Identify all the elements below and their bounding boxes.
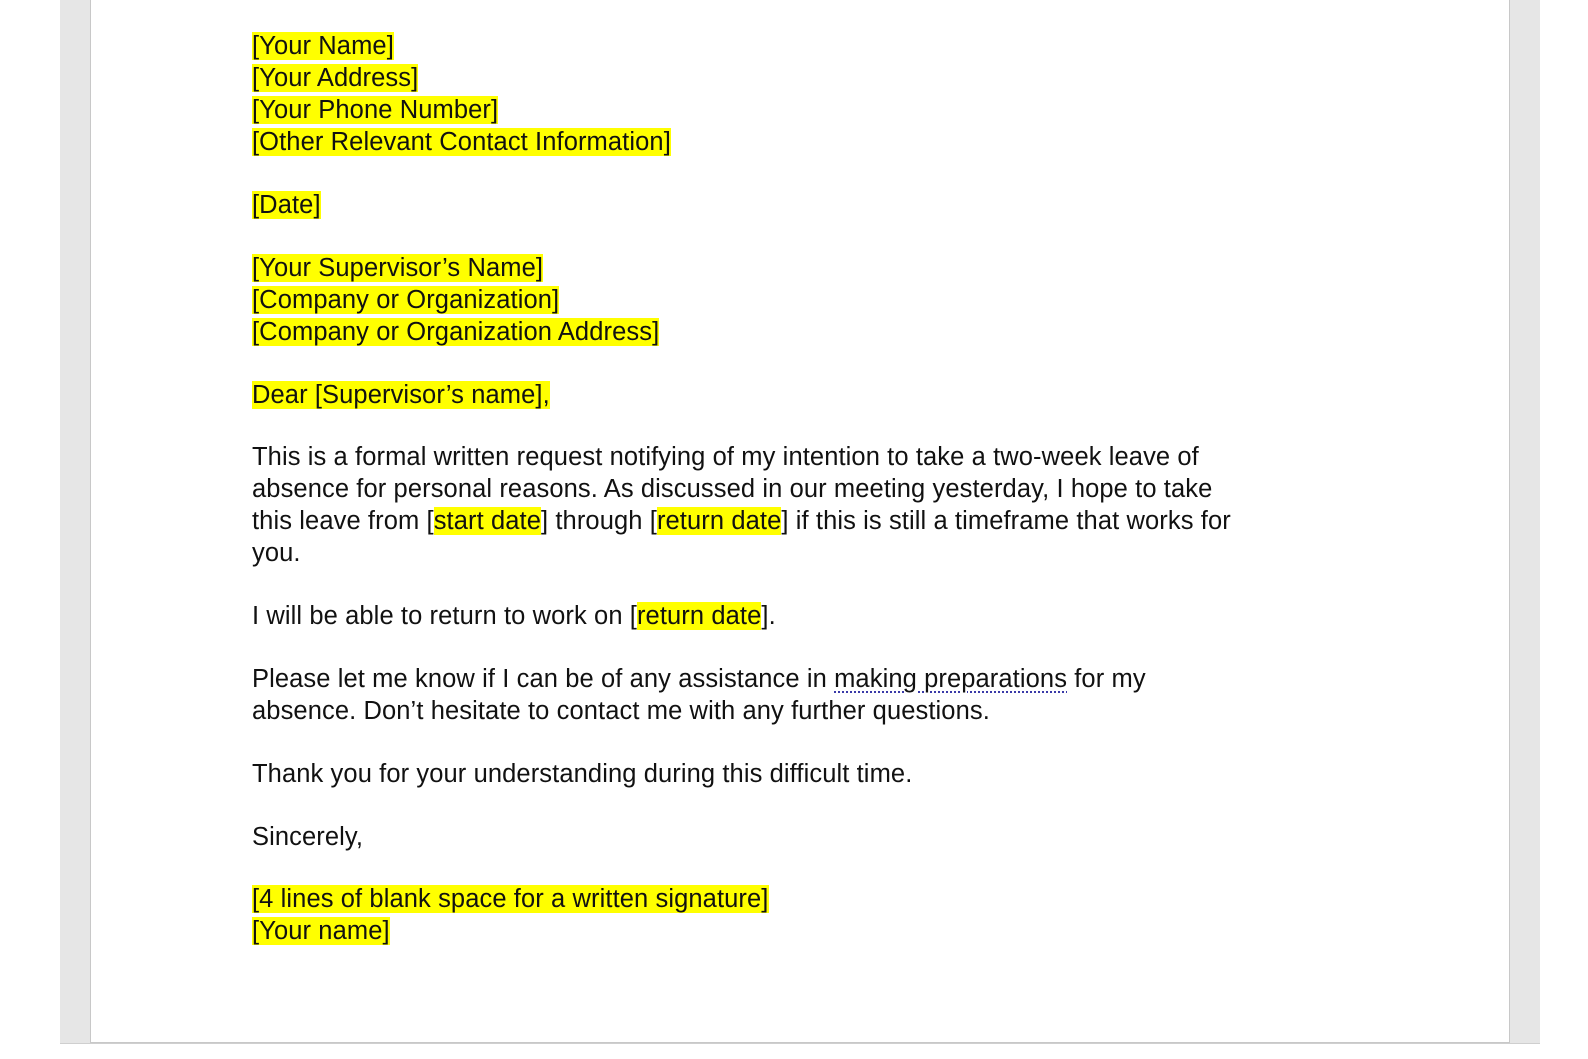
date-line: [252, 189, 1322, 221]
recipient-address-line: [252, 316, 1322, 348]
sender-block-address-line: [252, 62, 1322, 94]
paragraph-2: [252, 600, 1322, 632]
sender-name: [Your Name]: [252, 32, 394, 60]
sender-block-contact-line: [252, 126, 1322, 158]
start-date-placeholder: start date: [433, 507, 541, 535]
letter-date: [Date]: [252, 191, 321, 219]
paragraph-4: Thank you for your understanding during this difficult time.: [252, 760, 913, 788]
supervisor-name: [Your Supervisor’s Name]: [252, 254, 544, 282]
sender-phone: [Your Phone Number]: [252, 96, 499, 124]
company-name: [Company or Organization]: [252, 286, 560, 314]
recipient-company-line: [252, 284, 1322, 316]
signature-name: [Your name]: [252, 917, 390, 945]
signature-name-line: [252, 915, 1322, 947]
sender-other-contact: [Other Relevant Contact Information]: [252, 128, 671, 156]
p3-text-a: Please let me know if I can be of any assistance in: [252, 665, 835, 693]
paragraph-1-line-2: absence for personal reasons. As discussed in our meeting yesterday, I hope to take: [252, 475, 1213, 503]
p1-text-c: ] if this is still a timeframe that works for: [781, 507, 1231, 535]
paragraph-1-line-3: [252, 505, 1322, 537]
closing: Sincerely,: [252, 823, 364, 851]
p1-text-a: this leave from [: [252, 507, 434, 535]
signature-space-line: [252, 883, 1322, 915]
salutation: Dear [Supervisor’s name],: [252, 381, 550, 409]
page-bottom-edge: [60, 1043, 1540, 1044]
p1-text-b: ] through [: [541, 507, 657, 535]
grammar-flagged-phrase[interactable]: making preparations: [834, 665, 1068, 693]
p3-text-b: for my: [1067, 665, 1146, 693]
paragraph-3-line-2: absence. Don’t hesitate to contact me with any further questions.: [252, 697, 990, 725]
sender-block-name-line: [252, 30, 1322, 62]
return-date-placeholder: return date: [656, 507, 782, 535]
sender-block-phone-line: [252, 94, 1322, 126]
letter-body[interactable]: [252, 30, 1322, 947]
right-gutter: [1510, 0, 1540, 1044]
company-address: [Company or Organization Address]: [252, 318, 660, 346]
sender-address: [Your Address]: [252, 64, 419, 92]
left-gutter: [60, 0, 90, 1044]
return-date-placeholder-2: return date: [636, 602, 762, 630]
salutation-line: [252, 379, 1322, 411]
paragraph-1-line-1: This is a formal written request notifying of my intention to take a two-week leave of: [252, 443, 1199, 471]
paragraph-3-line-1: [252, 663, 1322, 695]
p2-text-a: I will be able to return to work on [: [252, 602, 637, 630]
p2-text-b: ].: [761, 602, 776, 630]
recipient-name-line: [252, 252, 1322, 284]
signature-space-note: [4 lines of blank space for a written signature]: [252, 885, 769, 913]
paragraph-1-line-4: you.: [252, 539, 301, 567]
